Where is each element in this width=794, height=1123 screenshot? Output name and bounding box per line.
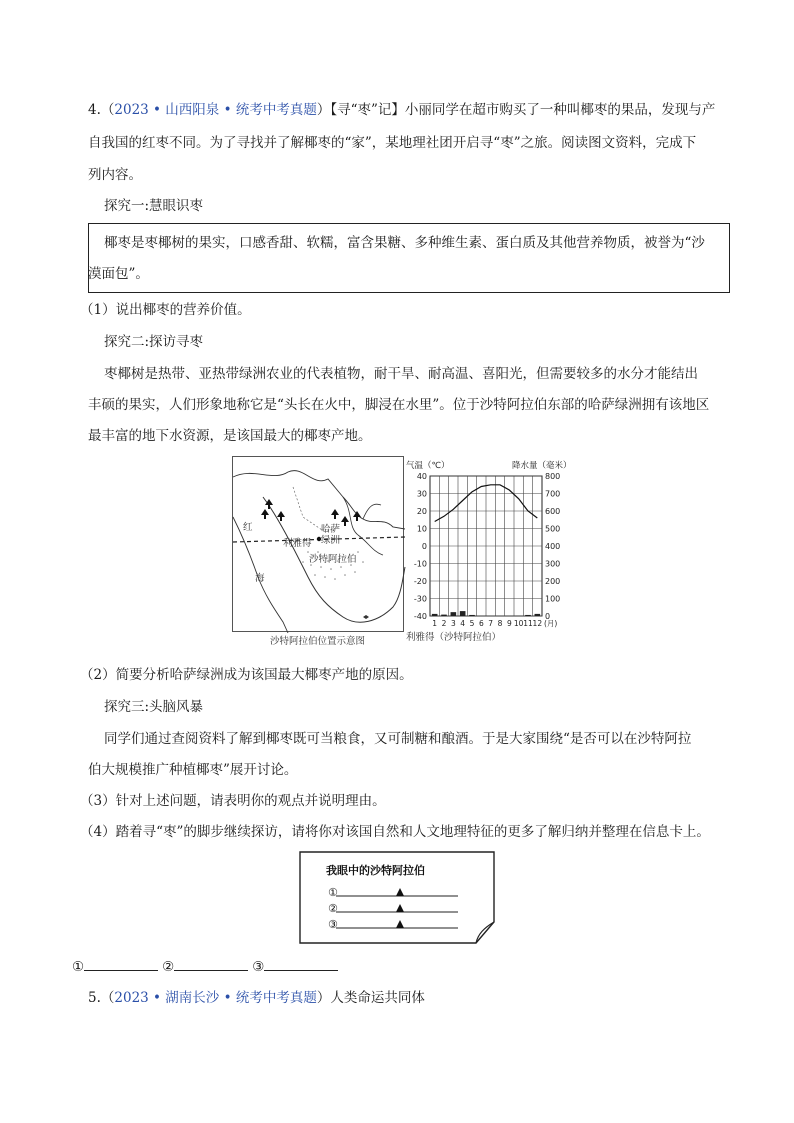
x-tick-label: 10 xyxy=(513,619,524,628)
precip-bar xyxy=(469,615,475,616)
chart-caption: 利雅得（沙特阿拉伯） xyxy=(406,632,502,643)
answer-marker-3: ③ xyxy=(252,959,265,975)
intro-line-2: 自我国的红枣不同。为了寻找并了解椰枣的“家”，某地理社团开启寻“枣”之旅。阅读图文资料，完成下 xyxy=(88,135,697,151)
map-label-saudi: 沙特阿拉伯 xyxy=(309,554,357,565)
question-5-header: 5.（2023 • 湖南长沙 • 统考中考真题）人类命运共同体 xyxy=(88,990,425,1006)
y-left-tick-label: 20 xyxy=(416,507,427,516)
paragraph-3-line-1: 同学们通过查阅资料了解到椰枣既可当粮食，又可制糖和酿酒。于是大家围绕“是否可以在沙特阿拉 xyxy=(104,731,692,747)
x-tick-label: 12 xyxy=(532,619,543,628)
sub-question-2: （2）简要分析哈萨绿洲成为该国最大椰枣产地的原因。 xyxy=(80,667,413,683)
x-tick-label: 9 xyxy=(506,619,512,628)
question-source: 2023 • 山西阳泉 • 统考中考真题 xyxy=(114,102,317,118)
question-title: 【寻“枣”记】 xyxy=(330,102,405,118)
x-tick-label: 6 xyxy=(478,619,484,628)
answer-blank-2[interactable] xyxy=(174,956,248,971)
y-left-tick-label: 0 xyxy=(421,542,427,551)
saudi-map xyxy=(232,456,404,632)
precip-bar xyxy=(535,614,541,616)
sub-question-1: （1）说出椰枣的营养价值。 xyxy=(80,302,251,318)
precip-bar xyxy=(441,615,447,616)
y-left-tick-label: 10 xyxy=(416,524,427,534)
question-number: 4. xyxy=(88,102,101,118)
card-item-1: ① xyxy=(328,886,338,899)
y-right-axis-title: 降水量（毫米） xyxy=(512,461,572,471)
precip-bar xyxy=(525,615,531,616)
y-right-tick-label: 400 xyxy=(545,542,561,551)
precip-bar xyxy=(451,612,457,616)
intro-line-3: 列内容。 xyxy=(88,167,142,183)
x-unit-label: (月) xyxy=(544,619,558,628)
x-tick-label: 2 xyxy=(441,619,447,628)
y-right-tick-label: 600 xyxy=(545,507,561,516)
question-number: 5. xyxy=(88,990,101,1006)
y-left-tick-label: -10 xyxy=(413,559,427,569)
y-left-axis-title: 气温（℃） xyxy=(406,461,450,471)
y-left-tick-label: -30 xyxy=(413,594,427,604)
climate-chart xyxy=(402,454,572,644)
answer-blank-1[interactable] xyxy=(84,956,158,971)
paragraph-2-line-3: 最丰富的地下水资源，是该国最大的椰枣产地。 xyxy=(88,428,372,444)
sub-question-4: （4）踏着寻“枣”的脚步继续探访，请将你对该国自然和人文地理特征的更多了解归纳并整理在信息卡上。 xyxy=(80,824,710,840)
map-label-sea: 海 xyxy=(255,573,265,584)
x-tick-label: 8 xyxy=(497,619,503,628)
x-tick-label: 1 xyxy=(432,619,438,628)
paragraph-3-line-2: 伯大规模推广种植椰枣”展开讨论。 xyxy=(88,762,298,778)
y-left-tick-label: 30 xyxy=(416,489,427,499)
map-label-oasis: 绿洲 xyxy=(321,535,341,546)
explore-2-title: 探究二:探访寻枣 xyxy=(104,334,204,350)
card-item-3: ③ xyxy=(328,918,338,931)
map-label-riyadh: 利雅得 xyxy=(283,538,312,549)
paragraph-2-line-2: 丰硕的果实，人们形象地称它是“头长在火中，脚浸在水里”。位于沙特阿拉伯东部的哈萨绿洲拥有该地区 xyxy=(88,397,710,413)
y-right-tick-label: 800 xyxy=(545,472,561,481)
y-right-tick-label: 700 xyxy=(545,489,561,499)
y-left-tick-label: -40 xyxy=(413,612,427,621)
explore-3-title: 探究三:头脑风暴 xyxy=(104,699,204,715)
info-box-line-2: 漠面包”。 xyxy=(88,266,149,282)
precip-bar xyxy=(460,611,466,616)
x-tick-label: 7 xyxy=(488,619,494,628)
map-label-hasa: 哈萨 xyxy=(321,524,341,535)
x-tick-label: 11 xyxy=(523,619,533,628)
paragraph-2-line-1: 枣椰树是热带、亚热带绿洲农业的代表植物，耐干旱、耐高温、喜阳光，但需要较多的水分才能结出 xyxy=(104,366,698,382)
answer-blank-3[interactable] xyxy=(264,956,338,971)
map-label-red: 红 xyxy=(243,522,253,533)
intro-text: 小丽同学在超市购买了一种叫椰枣的果品，发现与产 xyxy=(404,102,716,118)
x-tick-label: 5 xyxy=(469,619,475,628)
explore-1-title: 探究一:慧眼识枣 xyxy=(104,198,204,214)
y-right-tick-label: 100 xyxy=(545,594,561,604)
question-source: 2023 • 湖南长沙 • 统考中考真题 xyxy=(114,990,317,1006)
x-tick-label: 3 xyxy=(450,619,456,628)
map-drawing xyxy=(233,457,405,633)
info-card xyxy=(298,850,498,945)
precip-bar xyxy=(432,614,438,616)
answer-blanks xyxy=(72,956,342,977)
x-tick-label: 4 xyxy=(460,619,466,628)
card-title: 我眼中的沙特阿拉伯 xyxy=(326,864,425,877)
card-item-2: ② xyxy=(328,902,338,915)
y-right-tick-label: 200 xyxy=(545,577,561,586)
info-box-line-1: 椰枣是枣椰树的果实，口感香甜、软糯，富含果糖、多种维生素、蛋白质及其他营养物质，被誉为“沙 xyxy=(104,235,705,251)
y-right-tick-label: 0 xyxy=(545,612,551,621)
y-left-tick-label: -20 xyxy=(413,577,427,586)
map-caption: 沙特阿拉伯位置示意图 xyxy=(270,636,366,647)
y-right-tick-label: 500 xyxy=(545,524,561,534)
answer-marker-1: ① xyxy=(72,959,85,975)
question-4-header: 4.（2023 • 山西阳泉 • 统考中考真题）【寻“枣”记】小丽同学在超市购买了一种叫椰枣的果品，发现与产 xyxy=(88,102,716,118)
sub-question-3: （3）针对上述问题，请表明你的观点并说明理由。 xyxy=(80,793,386,809)
y-right-tick-label: 300 xyxy=(545,559,561,569)
answer-marker-2: ② xyxy=(162,959,175,975)
question-title: 人类命运共同体 xyxy=(330,990,425,1006)
y-left-tick-label: 40 xyxy=(416,472,427,481)
